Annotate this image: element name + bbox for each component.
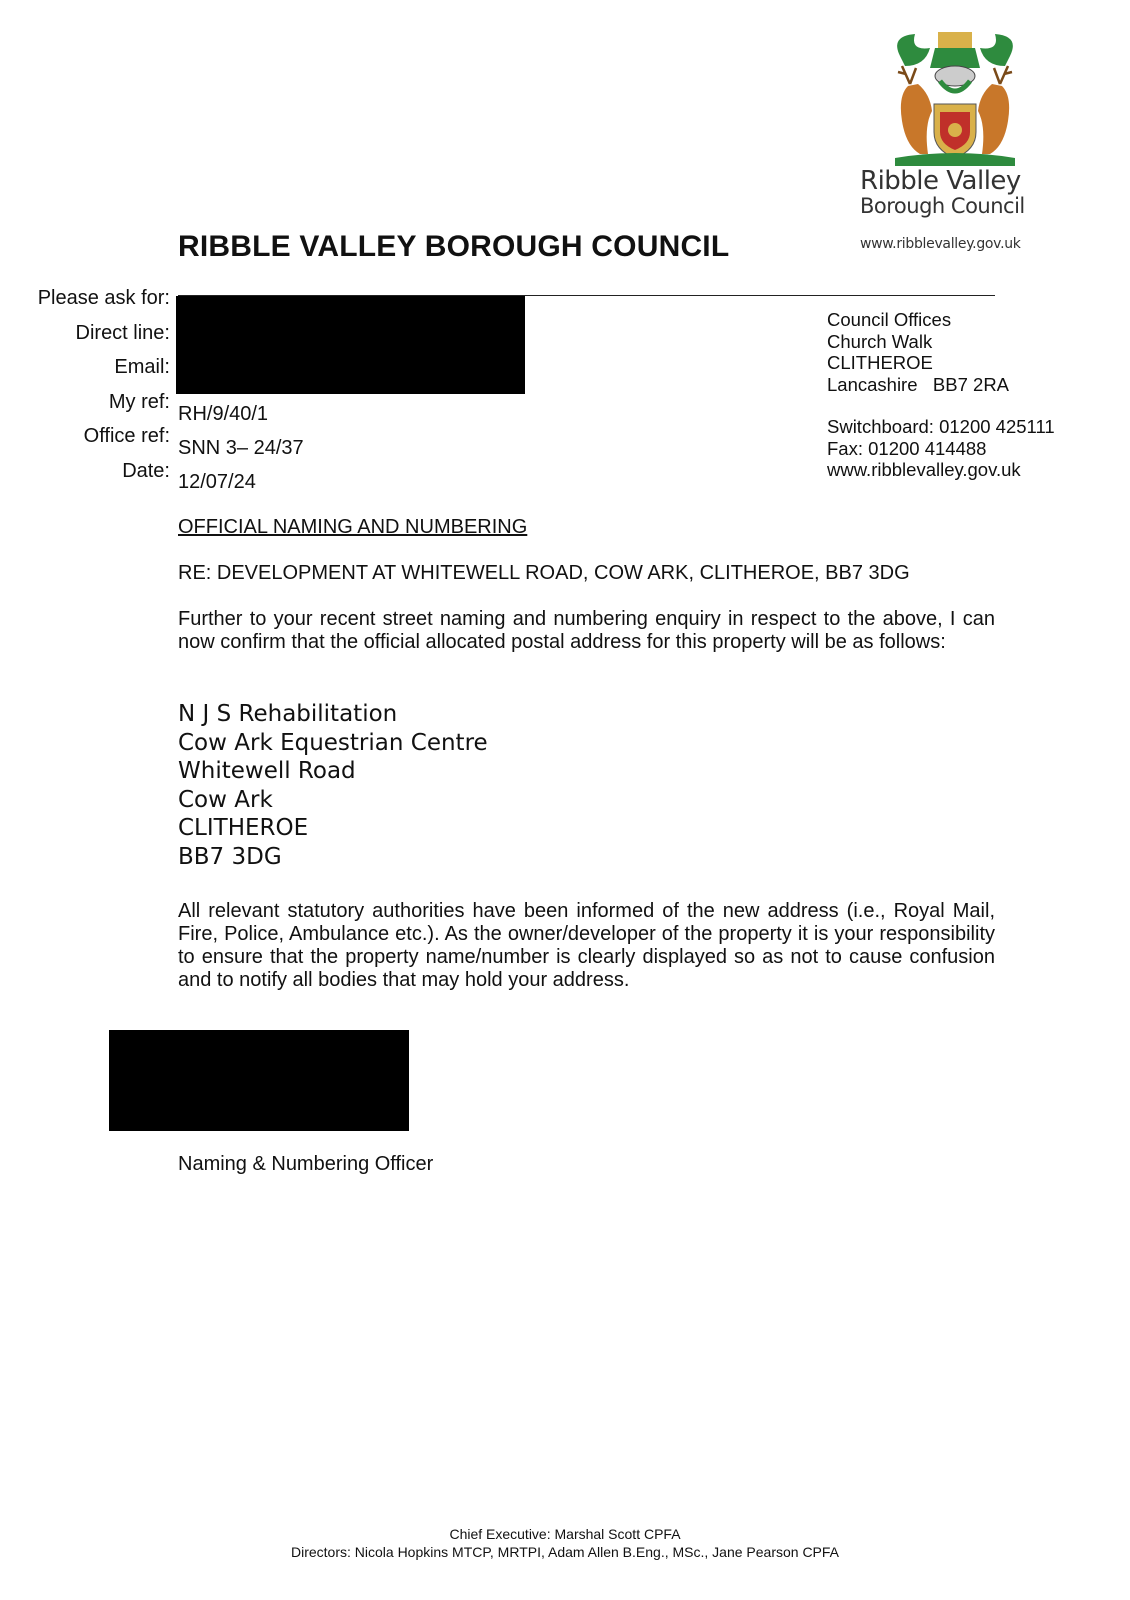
redacted-signature	[109, 1030, 409, 1131]
switchboard: Switchboard: 01200 425111	[827, 416, 1055, 437]
page-title: RIBBLE VALLEY BOROUGH COUNCIL	[178, 230, 730, 263]
council-website: www.ribblevalley.gov.uk	[827, 459, 1021, 480]
fax: Fax: 01200 414488	[827, 437, 987, 459]
logo-wordmark	[860, 168, 1030, 217]
postal-address-line: CLITHEROE	[178, 815, 309, 841]
label-direct-line: Direct line:	[75, 321, 170, 344]
re-line: RE: DEVELOPMENT AT WHITEWELL ROAD, COW ARK, CLITHEROE, BB7 3DG	[178, 562, 910, 584]
paragraph-notice: All relevant statutory authorities have been informed of the new address (i.e., Royal Mail, Fire, Police, Ambulance etc.). As the owner/developer of the property it is your responsibility to ensure that the property name/number is clearly displayed so as not to cause confusion and to notify all bodies that may hold your address.	[178, 900, 995, 991]
redacted-contact-details	[176, 296, 525, 394]
label-email: Email:	[114, 356, 170, 378]
council-address-line3: CLITHEROE	[827, 352, 933, 373]
label-ask-for: Please ask for:	[37, 287, 170, 309]
logo-url: www.ribblevalley.gov.uk	[860, 236, 1021, 252]
contact-labels	[0, 286, 170, 493]
footer-directors: Directors: Nicola Hopkins MTCP, MRTPI, Adam Allen B.Eng., MSc., Jane Pearson CPFA	[290, 1544, 840, 1560]
label-date: Date:	[122, 459, 170, 482]
council-address-line2: Church Walk	[827, 330, 933, 352]
postal-address-line: N J S Rehabilitation	[178, 701, 398, 727]
postal-address-line: BB7 3DG	[178, 843, 282, 870]
council-address	[827, 309, 1055, 481]
office-ref-value: SNN 3– 24/37	[178, 437, 304, 459]
postal-address-line: Cow Ark Equestrian Centre	[178, 729, 488, 756]
footer-chief-executive: Chief Executive: Marshal Scott CPFA	[449, 1526, 681, 1542]
paragraph-intro: Further to your recent street naming and numbering enquiry in respect to the above, I can now confirm that the official allocated postal address for this property will be as follows:	[178, 608, 995, 653]
council-address-line4: Lancashire BB7 2RA	[827, 373, 1010, 395]
logo-name-line1: Ribble Valley	[860, 166, 1021, 196]
council-address-line1: Council Offices	[827, 309, 952, 330]
postal-address-line: Cow Ark	[178, 786, 273, 813]
label-my-ref: My ref:	[108, 390, 170, 413]
letter-subject: OFFICIAL NAMING AND NUMBERING	[178, 516, 528, 538]
label-office-ref: Office ref:	[83, 425, 170, 447]
postal-address-line: Whitewell Road	[178, 758, 356, 784]
date-value: 12/07/24	[178, 471, 256, 493]
postal-address	[178, 700, 488, 871]
reference-values	[178, 402, 304, 504]
my-ref-value: RH/9/40/1	[178, 403, 269, 425]
signatory-title: Naming & Numbering Officer	[178, 1153, 434, 1175]
council-crest-icon	[880, 26, 1030, 170]
logo-name-line2: Borough Council	[860, 194, 1025, 218]
